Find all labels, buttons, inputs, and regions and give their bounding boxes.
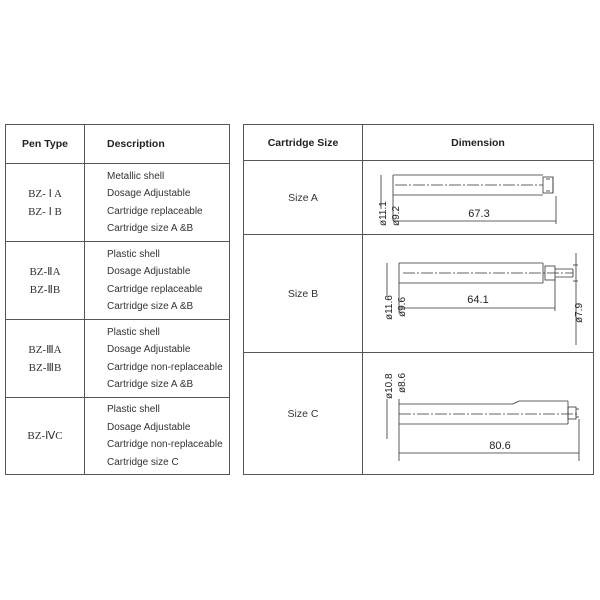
dimension-label: ø7.9: [574, 302, 585, 323]
description-line: Dosage Adjustable: [107, 188, 191, 199]
dimension-label: ø8.6: [397, 372, 408, 393]
cartridge-row-b: [244, 235, 593, 353]
description-line: Dosage Adjustable: [107, 266, 191, 277]
cartridge-row-a: [244, 161, 593, 235]
dimension-label: ø9.2: [391, 205, 402, 226]
dimension-cell: [362, 161, 593, 234]
description-cell: [84, 242, 229, 319]
pen-type-cell: [6, 320, 84, 397]
cartridge-table-header: [244, 125, 593, 161]
pen-type-cell: [6, 242, 84, 319]
description-line: Cartridge non-replaceable: [107, 361, 223, 373]
pen-type-header: Pen Type: [22, 138, 68, 150]
pen-type-cell: [6, 164, 84, 241]
pen-type-label: BZ-ⅢA: [28, 343, 62, 356]
pen-row-1: [6, 164, 229, 242]
pen-type-table: [5, 124, 230, 475]
cartridge-b-labels: [363, 235, 594, 352]
dimension-cell: [362, 235, 593, 352]
description-cell: [84, 398, 229, 474]
description-line: Cartridge size A &B: [107, 223, 194, 234]
cartridge-size-label: Size B: [287, 287, 319, 300]
cartridge-size-table: [243, 124, 594, 475]
dimension-header: Dimension: [362, 125, 593, 160]
description-line: Plastic shell: [107, 248, 160, 260]
pen-type-cell: [6, 398, 84, 474]
dimension-label: ø11.6: [384, 295, 395, 320]
dimension-label: ø11.1: [378, 201, 389, 226]
dimension-label: 80.6: [489, 440, 511, 452]
description-line: Cartridge replaceable: [107, 205, 203, 217]
cartridge-size-label: Size A: [288, 191, 318, 204]
cartridge-size-header: Cartridge Size: [267, 136, 339, 149]
pen-type-label: BZ-ⅣC: [27, 430, 63, 442]
pen-row-2: [6, 242, 229, 320]
pen-type-label: BZ- Ⅰ B: [28, 205, 62, 218]
description-line: Cartridge size A &B: [107, 379, 194, 390]
pen-type-label: BZ-ⅡB: [29, 283, 61, 296]
pen-table-header: [6, 125, 229, 164]
pen-type-label: BZ-ⅡA: [29, 265, 61, 278]
cartridge-row-c: [244, 353, 593, 474]
description-line: Plastic shell: [107, 326, 160, 338]
cartridge-a-labels: [363, 161, 594, 234]
description-line: Cartridge non-replaceable: [107, 439, 223, 450]
description-cell: [84, 320, 229, 397]
dimension-label: 67.3: [468, 208, 490, 220]
description-line: Dosage Adjustable: [107, 344, 191, 355]
description-line: Cartridge size A &B: [107, 301, 194, 312]
cartridge-size-label: Size C: [287, 407, 319, 420]
description-header: Description: [84, 125, 229, 163]
cartridge-c-labels: [363, 353, 594, 473]
description-line: Cartridge size C: [107, 456, 179, 468]
description-cell: [84, 164, 229, 241]
description-line: Metallic shell: [107, 170, 165, 182]
pen-type-label: BZ-ⅢB: [28, 361, 62, 374]
description-line: Plastic shell: [107, 404, 160, 415]
dimension-cell: [362, 353, 593, 474]
dimension-label: ø10.8: [384, 373, 395, 399]
dimension-label: 64.1: [467, 294, 489, 306]
description-line: Cartridge replaceable: [107, 283, 203, 295]
dimension-label: ø9.6: [397, 296, 408, 317]
description-line: Dosage Adjustable: [107, 421, 191, 433]
pen-type-label: BZ- Ⅰ A: [28, 187, 62, 200]
pen-row-4: [6, 398, 229, 474]
pen-row-3: [6, 320, 229, 398]
